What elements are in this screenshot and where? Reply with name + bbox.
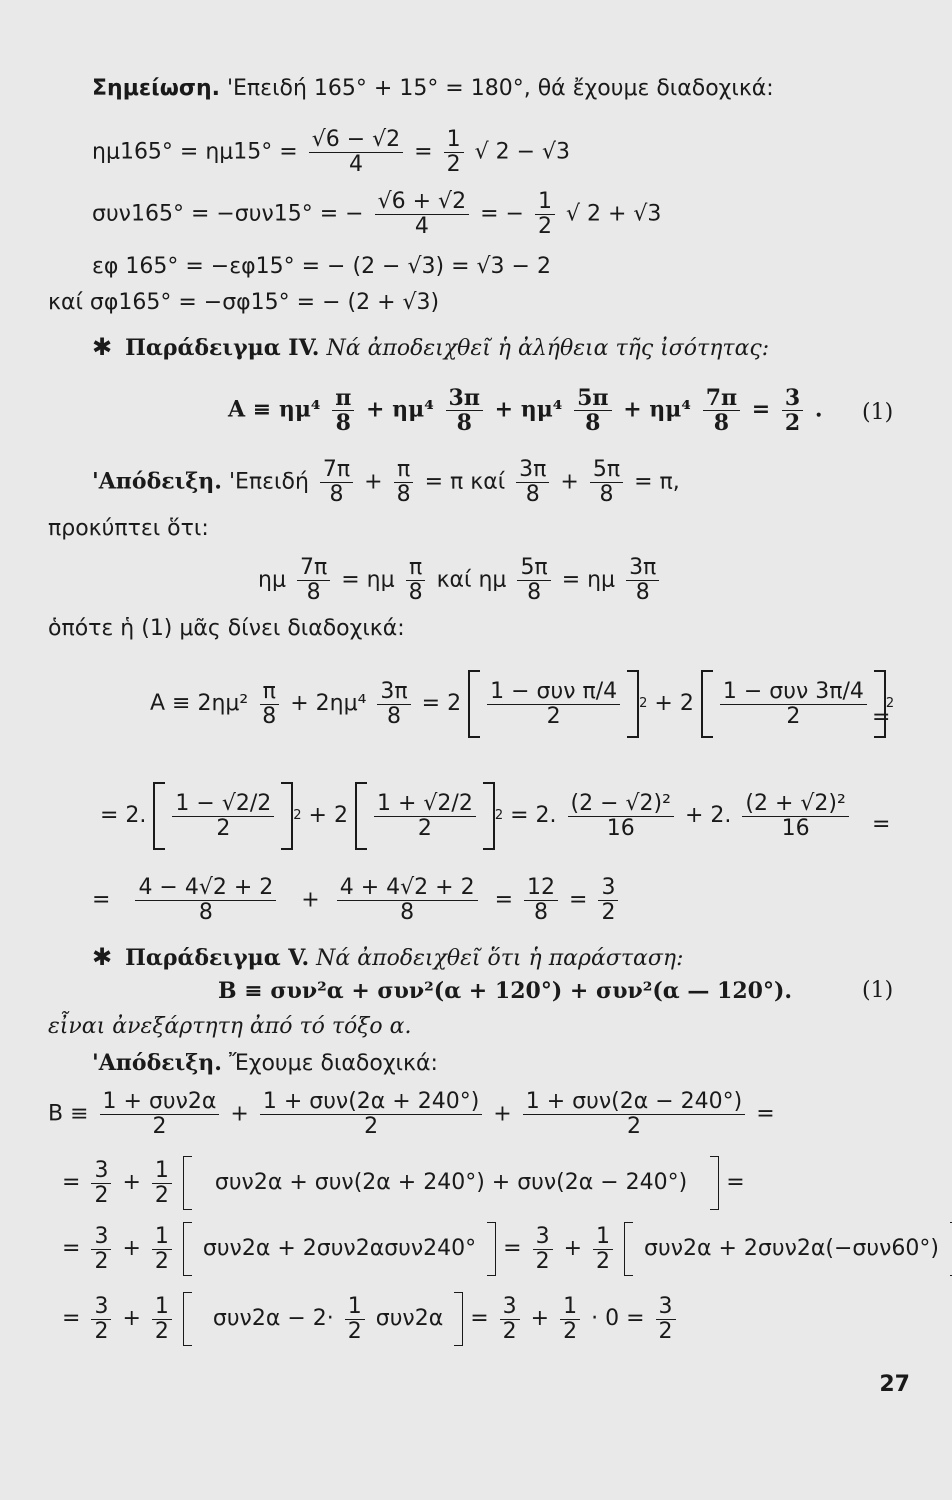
frac-5pi-8: $\frac{5\pi}{8}$ (574, 386, 611, 435)
l3-plus2: + (563, 1236, 583, 1261)
b-line-3 (62, 1222, 952, 1276)
plus-1: + ημ⁴ (366, 396, 434, 423)
p1-end: = π, (634, 469, 680, 495)
example4-text: Νά ἀποδειχθεῖ ἡ ἀλήθεια τῆς ἰσότητας: (326, 336, 770, 361)
s1-brace-1: $\frac{\text{1 − συν π/4}}{2}$ 2 (468, 670, 647, 738)
r-frac-c: $\frac{5\pi}{8}$ (517, 556, 550, 605)
s1-inner-2: $\frac{\text{1 − συν 3π/4}}{2}$ (720, 680, 867, 729)
b-end: = (756, 1101, 775, 1127)
l3-left-bracket-2 (624, 1222, 633, 1276)
s1-frac-a: $\frac{\pi}{8}$ (259, 680, 279, 729)
s3-lead: = (92, 887, 111, 913)
l2-left-bracket (183, 1156, 192, 1210)
l4-frac-h2: $\frac{3}{2}$ (500, 1295, 520, 1344)
l3-inner: συν2α + 2συν2ασυν240° (202, 1236, 477, 1261)
b-line-4 (62, 1292, 680, 1346)
cos-lhs: συν165° = −συν15° = − (92, 201, 364, 227)
example4-tag: (1) (862, 400, 894, 425)
proof1-text: 'Επειδή (228, 469, 309, 495)
note-text: 'Επειδή 165° + 15° = 180°, θά ἔχουμε διαδοχικά: (226, 76, 774, 101)
l2-frac-k: $\frac{1}{2}$ (152, 1159, 172, 1208)
l4-tail: · 0 = (591, 1306, 645, 1331)
example4-label: Παράδειγμα IV. (125, 335, 320, 361)
b-frac-2: $\frac{\text{1 + συν(2α + 240°)}}{2}$ (260, 1090, 482, 1139)
example5-label: Παράδειγμα V. (125, 945, 310, 971)
sin-fraction-2: $\frac{1}{2}$ (444, 128, 464, 177)
l4-frac-k: $\frac{1}{2}$ (152, 1295, 172, 1344)
s1-mid: + 2ημ⁴ (290, 691, 367, 716)
s1-plus: + 2 (654, 691, 694, 716)
r-p2: = ημ (341, 567, 395, 593)
r-p4: = ημ (561, 567, 616, 593)
b-line-2 (62, 1156, 745, 1210)
s3-eq2: = (569, 887, 588, 913)
s2-brace-2: $\frac{1 + √2/2}{2}$ 2 (355, 782, 503, 850)
example5-text: Νά ἀποδειχθεῖ ὅτι ἡ παράσταση: (316, 946, 684, 971)
frac-pi-8: $\frac{\pi}{8}$ (332, 386, 354, 435)
b-line: Β ≡ $\frac{\text{1 + συν2α}}{2}$ + $\frac{\text{1 + συν(2α + 240°)}}{2}$ + $\frac{\text{1 + συν(2α − 240°)}}{2}$ = (48, 1089, 775, 1139)
l3-frac-k: $\frac{1}{2}$ (152, 1225, 172, 1274)
s1-end: = (872, 705, 891, 730)
proof2-heading (92, 1050, 438, 1077)
l3-frac-h: $\frac{3}{2}$ (91, 1225, 111, 1274)
then-text: ὁπότε ἡ (1) μᾶς δίνει διαδοχικά: (48, 616, 405, 641)
frac-3pi-8: $\frac{3\pi}{8}$ (446, 386, 483, 435)
proof2-text: Ἔχουμε διαδοχικά: (228, 1051, 438, 1076)
l2-right-bracket (710, 1156, 719, 1210)
s2-frac-a: $\frac{\text{(2 − √2)²}}{16}$ (568, 792, 674, 841)
sin-line (92, 128, 570, 177)
s3-plus: + (301, 887, 320, 913)
sin-lhs: ημ165° = ημ15° = (92, 139, 298, 165)
example4-equation: Α ≡ ημ⁴ $\frac{\pi}{8}$ + ημ⁴ $\frac{3\pi}{8}$ + ημ⁴ $\frac{5\pi}{8}$ + ημ⁴ $\frac{7\pi}{8}$ = $\frac{3}{2}$ . (228, 385, 823, 436)
l3-plus: + (122, 1236, 141, 1261)
proof2-label: 'Απόδειξη. (92, 1050, 222, 1076)
r-frac-a: $\frac{7\pi}{8}$ (297, 556, 330, 605)
l4-right-bracket (454, 1292, 463, 1346)
l4-frac-h: $\frac{3}{2}$ (91, 1295, 111, 1344)
example4-heading (92, 334, 769, 362)
p1-mid: = π καί (424, 469, 506, 495)
page-number: 27 (879, 1372, 910, 1397)
s2-inner-2: $\frac{1 + √2/2}{2}$ (374, 792, 476, 841)
l4-plus: + (122, 1306, 141, 1331)
l4-left-bracket (183, 1292, 192, 1346)
s2-frac-b: $\frac{\text{(2 + √2)²}}{16}$ (742, 792, 848, 841)
proof1-line: 'Απόδειξη. 'Επειδή $\frac{7\pi}{8}$ + $\frac{\pi}{8}$ = π καί $\frac{3\pi}{8}$ + $\frac{5\pi}{8}$ = π, (92, 457, 680, 507)
sin-fraction-1: $\frac{√6 - √2}{4}$ (309, 128, 403, 177)
sin-eq: = (414, 139, 433, 165)
s2-lead: = 2. (100, 803, 147, 828)
l4-lead: = (62, 1306, 81, 1331)
l4-frac-m: $\frac{1}{2}$ (345, 1295, 365, 1344)
l4-inner-a: συν2α − 2· (212, 1306, 334, 1331)
l4-inner-b: συν2α (375, 1306, 444, 1331)
note-heading: Σημείωση. (92, 76, 220, 101)
l4-frac-k2: $\frac{1}{2}$ (560, 1295, 580, 1344)
tan-line: εφ 165° = −εφ15° = − (2 − √3) = √3 − 2 (92, 254, 551, 279)
example5-equation: Β ≡ συν²α + συν²(α + 120°) + συν²(α — 120°). (218, 978, 793, 1004)
s2-eq: = 2. (510, 803, 557, 828)
sin-root: √ 2 − √3 (474, 139, 571, 165)
s3-frac-a: $\frac{4 - 4√2 + 2}{8}$ (135, 876, 276, 925)
cos-fraction-2: $\frac{1}{2}$ (535, 190, 555, 239)
r-frac-b: $\frac{\pi}{8}$ (406, 556, 426, 605)
cos-fraction-1: $\frac{√6 + √2}{4}$ (375, 190, 469, 239)
s3-eq: = (494, 887, 514, 913)
b-lhs: Β ≡ (48, 1101, 89, 1127)
l4-plus2: + (530, 1306, 550, 1331)
l3-inner2: συν2α + 2συν2α(−συν60°) (644, 1236, 939, 1261)
star-icon: ✱ (92, 333, 113, 361)
s1-inner-1: $\frac{\text{1 − συν π/4}}{2}$ (487, 680, 620, 729)
s2-end: = (872, 812, 891, 837)
results-line (258, 556, 663, 605)
p1-frac-a: $\frac{7\pi}{8}$ (320, 458, 353, 507)
example5-after: εἶναι ἀνεξάρτητη ἀπό τό τόξο α. (48, 1014, 412, 1039)
frac-7pi-8: $\frac{7\pi}{8}$ (703, 386, 740, 435)
b-frac-1: $\frac{\text{1 + συν2α}}{2}$ (100, 1090, 220, 1139)
cos-eq: = − (480, 201, 524, 227)
l2-inner: συν2α + συν(2α + 240°) + συν(2α − 240°) (214, 1170, 688, 1195)
step3-line (92, 876, 622, 925)
s3-frac-d: $\frac{3}{2}$ (598, 876, 618, 925)
s1-brace-2: $\frac{\text{1 − συν 3π/4}}{2}$ 2 (701, 670, 894, 738)
note-line (92, 76, 774, 102)
example5-tag: (1) (862, 978, 894, 1003)
step1-line (150, 670, 894, 738)
l3-left-bracket-1 (183, 1222, 192, 1276)
l2-end: = (726, 1170, 745, 1195)
s2-inner-1: $\frac{1 - √2/2}{2}$ (172, 792, 274, 841)
s1-eq: = 2 (421, 691, 462, 716)
p1-frac-b: $\frac{\pi}{8}$ (394, 458, 414, 507)
s3-frac-c: $\frac{12}{8}$ (524, 876, 558, 925)
p1-frac-d: $\frac{5\pi}{8}$ (590, 458, 623, 507)
plus-3: + ημ⁴ (623, 396, 692, 423)
r-p1: ημ (258, 567, 286, 593)
b-frac-3: $\frac{\text{1 + συν(2α − 240°)}}{2}$ (523, 1090, 745, 1139)
s2-plus: + 2 (308, 803, 348, 828)
cos-root: √ 2 + √3 (565, 201, 662, 227)
s3-frac-b: $\frac{4 + 4√2 + 2}{8}$ (337, 876, 478, 925)
l3-eq: = (503, 1236, 522, 1261)
cot-line: καί σφ165° = −σφ15° = − (2 + √3) (48, 290, 440, 315)
l3-lead: = (62, 1236, 81, 1261)
l4-frac-r: $\frac{3}{2}$ (656, 1295, 676, 1344)
l3-frac-h2: $\frac{3}{2}$ (533, 1225, 553, 1274)
star-icon: ✱ (92, 943, 113, 971)
r-mid: καί ημ (436, 567, 507, 593)
s1-frac-b: $\frac{3\pi}{8}$ (377, 680, 410, 729)
l3-frac-k2: $\frac{1}{2}$ (593, 1225, 613, 1274)
l2-lead: = (62, 1170, 81, 1195)
r-frac-d: $\frac{3\pi}{8}$ (626, 556, 659, 605)
p1-frac-c: $\frac{3\pi}{8}$ (516, 458, 549, 507)
proof1-label: 'Απόδειξη. (92, 468, 222, 495)
s2-brace-1: $\frac{1 - √2/2}{2}$ 2 (153, 782, 301, 850)
plus-2: + ημ⁴ (494, 396, 563, 423)
cos-line (92, 190, 661, 239)
l2-plus: + (122, 1170, 141, 1195)
eq-lhs: Α ≡ ημ⁴ (228, 396, 321, 423)
step2-line (100, 782, 853, 850)
s2-mid: + 2. (684, 803, 732, 828)
l2-frac-h: $\frac{3}{2}$ (91, 1159, 111, 1208)
l3-right-bracket-1 (487, 1222, 496, 1276)
example5-heading (92, 944, 683, 972)
frac-3-2: $\frac{3}{2}$ (782, 386, 803, 435)
l4-eq: = (470, 1306, 489, 1331)
results-text: προκύπτει ὅτι: (48, 516, 209, 541)
s1-lhs: Α ≡ 2ημ² (150, 691, 249, 716)
